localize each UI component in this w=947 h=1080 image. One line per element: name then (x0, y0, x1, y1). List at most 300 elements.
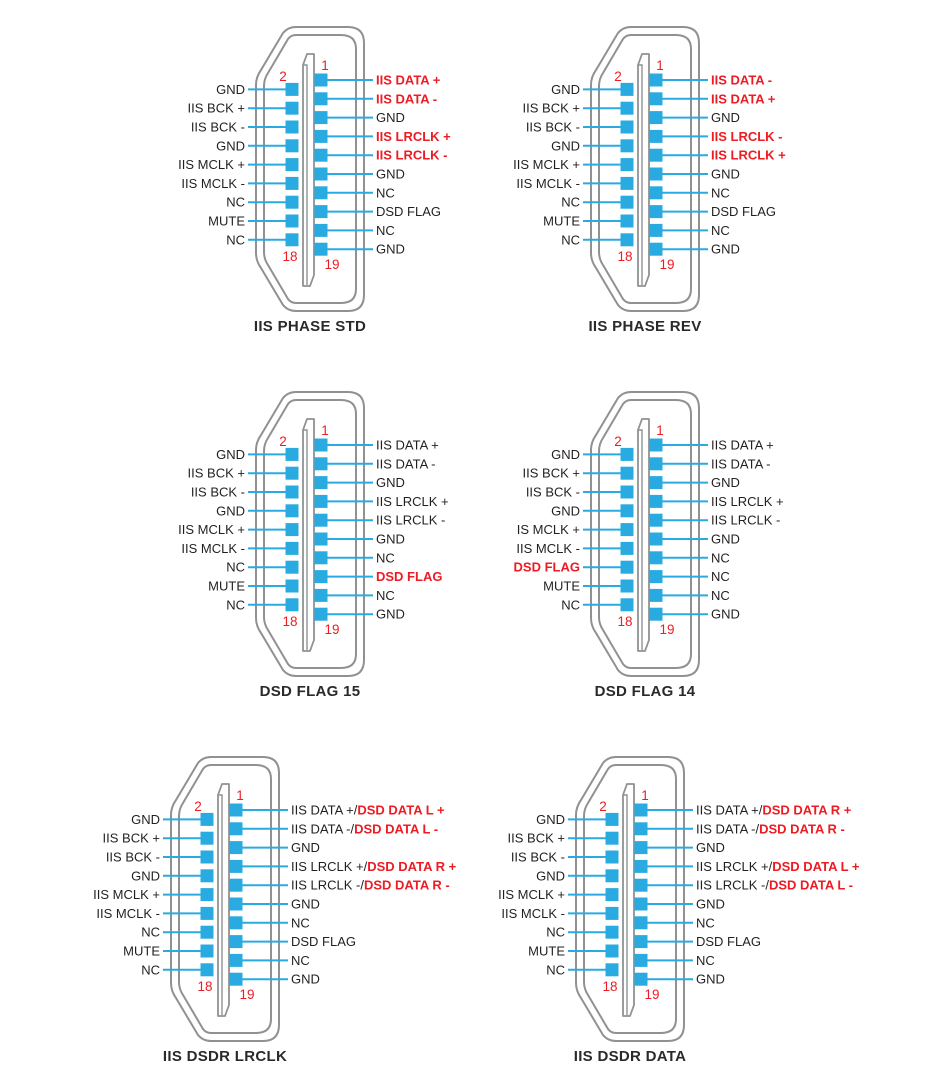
diagram-title: DSD FLAG 14 (594, 683, 696, 700)
left-pin-contact (286, 121, 299, 134)
pin-label-segment: DSD DATA L + (772, 858, 860, 874)
left-pin-contact (286, 467, 299, 480)
left-pin-contact (621, 598, 634, 611)
pin-label (711, 185, 730, 200)
pin-label (516, 541, 580, 556)
pin-label (561, 597, 580, 612)
diagram-title: DSD FLAG 15 (259, 683, 361, 700)
pin-label-segment: DSD FLAG (376, 204, 442, 220)
pin-label (216, 82, 245, 97)
left-pin-contact (201, 945, 214, 958)
pin-number-18: 18 (282, 249, 298, 264)
right-pin-contact (650, 74, 663, 87)
pin-label-segment: NC (711, 587, 730, 603)
pin-label-segment: IIS DATA -/ (291, 821, 355, 837)
pin-label (226, 597, 245, 612)
right-pin-contact (635, 879, 648, 892)
connector-tongue (218, 784, 229, 1016)
pin-label (696, 915, 715, 930)
pin-label (376, 494, 449, 509)
right-pin-contact (230, 916, 243, 929)
pin-number-19: 19 (324, 622, 340, 637)
pin-label (178, 522, 245, 537)
pin-label-segment: IIS BCK + (507, 830, 565, 846)
pin-number-18: 18 (602, 979, 618, 994)
pin-label-segment: IIS BCK + (522, 465, 580, 481)
pin-label-segment: DSD FLAG (513, 559, 580, 575)
pin-label (711, 475, 740, 490)
pin-label-segment: IIS LRCLK - (711, 128, 783, 144)
pin-number-18: 18 (617, 614, 633, 629)
pin-label-segment: IIS DATA + (711, 437, 774, 453)
pin-label (711, 456, 770, 471)
pin-label-segment: GND (291, 840, 320, 856)
pin-label-segment: IIS LRCLK + (711, 493, 784, 509)
pin-number-18: 18 (617, 249, 633, 264)
pin-label (376, 456, 435, 471)
pin-label (526, 485, 580, 500)
pin-label-segment: GND (131, 811, 160, 827)
pin-label (131, 868, 160, 883)
pin-label (523, 466, 580, 481)
right-pin-contact (650, 168, 663, 181)
pin-number-2: 2 (614, 434, 622, 449)
pin-label (188, 101, 245, 116)
right-pin-contact (315, 495, 328, 508)
pin-label-segment: IIS BCK - (190, 119, 245, 135)
left-pin-contact (201, 832, 214, 845)
pin-label-segment: IIS LRCLK - (376, 512, 446, 528)
right-pin-contact (230, 879, 243, 892)
pin-label-segment: GND (376, 531, 405, 547)
pin-label-segment: GND (711, 241, 740, 257)
pin-label (711, 513, 780, 528)
left-pin-contact (621, 158, 634, 171)
right-pin-contact (315, 243, 328, 256)
pin-label-segment: GND (696, 896, 725, 912)
left-pin-contact (286, 448, 299, 461)
pin-label (526, 120, 580, 135)
pin-label (376, 110, 405, 125)
right-pin-contact (230, 898, 243, 911)
pin-label-segment: GND (291, 971, 320, 987)
pin-label (696, 803, 852, 818)
pin-label-segment: GND (291, 896, 320, 912)
right-pin-contact (650, 551, 663, 564)
pin-label-segment: GND (551, 138, 580, 154)
pin-label (106, 850, 160, 865)
right-pin-contact (635, 804, 648, 817)
pin-label-segment: NC (376, 587, 395, 603)
pin-label (216, 447, 245, 462)
pin-label-segment: GND (131, 868, 160, 884)
pin-label (376, 129, 451, 144)
right-pin-contact (315, 457, 328, 470)
pin-label (291, 840, 320, 855)
pin-label (376, 588, 395, 603)
pin-label (513, 157, 580, 172)
pin-number-2: 2 (279, 69, 287, 84)
pin-label (291, 953, 310, 968)
pin-label-segment: IIS DATA - (711, 72, 773, 88)
pin-label-segment: IIS BCK - (105, 849, 160, 865)
pin-label-segment: NC (376, 222, 395, 238)
pin-label (711, 494, 784, 509)
pin-label (543, 214, 580, 229)
pin-label (376, 185, 395, 200)
pin-label (181, 176, 245, 191)
connector-tongue (303, 419, 314, 651)
pin-label-segment: DSD DATA R + (762, 802, 852, 818)
pin-label-segment: DSD DATA R - (759, 821, 845, 837)
right-pin-contact (635, 860, 648, 873)
right-pin-contact (315, 439, 328, 452)
pin-label-segment: GND (711, 166, 740, 182)
pin-label (696, 878, 853, 893)
pin-label-segment: GND (216, 81, 245, 97)
pin-label (376, 550, 395, 565)
pin-label (226, 560, 245, 575)
pin-label-segment: NC (561, 597, 580, 613)
pin-label-segment: IIS BCK - (190, 484, 245, 500)
left-pin-contact (201, 869, 214, 882)
pin-label-segment: IIS BCK - (525, 119, 580, 135)
pin-label-segment: IIS DATA -/ (696, 821, 760, 837)
pin-label-segment: GND (216, 138, 245, 154)
pin-label (376, 607, 405, 622)
pin-label-segment: GND (696, 840, 725, 856)
pin-label-segment: DSD FLAG (696, 934, 762, 950)
pin-number-1: 1 (656, 423, 664, 438)
pin-number-19: 19 (659, 257, 675, 272)
left-pin-contact (286, 542, 299, 555)
right-pin-contact (315, 168, 328, 181)
diagram-title: IIS PHASE STD (253, 318, 367, 335)
pin-label-segment: GND (551, 446, 580, 462)
pin-label-segment: DSD DATA L + (357, 802, 445, 818)
pin-label (226, 232, 245, 247)
right-pin-contact (650, 514, 663, 527)
left-pin-contact (621, 523, 634, 536)
pin-label-segment: IS MCLK + (516, 522, 580, 538)
left-pin-contact (286, 215, 299, 228)
left-pin-contact (606, 869, 619, 882)
pin-label-segment: GND (216, 446, 245, 462)
pin-label-segment: DSD DATA L - (354, 821, 439, 837)
pin-number-2: 2 (614, 69, 622, 84)
left-pin-contact (606, 851, 619, 864)
pin-label (376, 569, 442, 584)
left-pin-contact (621, 102, 634, 115)
pin-label (291, 878, 450, 893)
pin-label (711, 438, 774, 453)
left-pin-contact (286, 196, 299, 209)
right-pin-contact (315, 608, 328, 621)
pin-label (546, 925, 565, 940)
left-pin-contact (621, 139, 634, 152)
pin-label (711, 91, 776, 106)
pin-label (208, 214, 245, 229)
pin-label (103, 831, 160, 846)
left-pin-contact (286, 233, 299, 246)
right-pin-contact (650, 205, 663, 218)
pin-number-1: 1 (656, 58, 664, 73)
left-pin-contact (201, 813, 214, 826)
left-pin-contact (286, 561, 299, 574)
right-pin-contact (635, 973, 648, 986)
right-pin-contact (650, 186, 663, 199)
pin-label (216, 503, 245, 518)
pin-label-segment: IIS MCLK - (181, 175, 245, 191)
right-pin-contact (650, 111, 663, 124)
pin-label (191, 485, 245, 500)
pin-label (536, 868, 565, 883)
pin-label-segment: NC (696, 952, 715, 968)
left-pin-contact (286, 158, 299, 171)
pin-label-segment: NC (291, 915, 310, 931)
pin-label (551, 138, 580, 153)
left-pin-contact (201, 963, 214, 976)
pin-label (376, 532, 405, 547)
pin-label-segment: NC (711, 550, 730, 566)
pin-label-segment: MUTE (543, 578, 580, 594)
pin-label (93, 887, 160, 902)
pin-label-segment: IIS MCLK + (498, 887, 565, 903)
pin-label-segment: IIS MCLK - (181, 540, 245, 556)
pin-label (181, 541, 245, 556)
pin-label-segment: IIS BCK + (522, 100, 580, 116)
right-pin-contact (230, 804, 243, 817)
left-pin-contact (606, 926, 619, 939)
right-pin-contact (650, 533, 663, 546)
pin-label (376, 148, 448, 163)
left-pin-contact (621, 215, 634, 228)
pin-label (711, 569, 730, 584)
right-pin-contact (230, 822, 243, 835)
right-pin-contact (650, 243, 663, 256)
pin-label (711, 204, 776, 219)
right-pin-contact (650, 570, 663, 583)
pin-label-segment: IIS BCK + (187, 465, 245, 481)
left-pin-contact (606, 907, 619, 920)
pin-label (561, 195, 580, 210)
left-pin-contact (606, 888, 619, 901)
pin-label (291, 915, 310, 930)
pin-label-segment: IIS DATA + (711, 91, 776, 107)
pin-label-segment: GND (376, 110, 405, 126)
left-pin-contact (621, 467, 634, 480)
pin-label (551, 447, 580, 462)
right-pin-contact (315, 149, 328, 162)
left-pin-contact (621, 504, 634, 517)
pin-label-segment: MUTE (543, 213, 580, 229)
pin-label (178, 157, 245, 172)
pin-label-segment: NC (226, 194, 245, 210)
pin-label-segment: MUTE (208, 213, 245, 229)
pin-label-segment: GND (376, 241, 405, 257)
pin-label-segment: NC (711, 222, 730, 238)
pin-label-segment: IIS MCLK - (96, 905, 160, 921)
pin-label-segment: IIS DATA - (376, 91, 438, 107)
pin-label-segment: DSD DATA R - (363, 877, 450, 893)
pin-label (711, 532, 740, 547)
left-pin-contact (621, 580, 634, 593)
connector-tongue (623, 784, 634, 1016)
left-pin-contact (286, 139, 299, 152)
pin-label-segment: GND (376, 606, 405, 622)
pin-label (696, 972, 725, 987)
left-pin-contact (606, 945, 619, 958)
right-pin-contact (635, 841, 648, 854)
pin-label-segment: NC (226, 559, 245, 575)
pin-label-segment: MUTE (208, 578, 245, 594)
connector-tongue (303, 54, 314, 286)
left-pin-contact (201, 926, 214, 939)
right-pin-contact (650, 495, 663, 508)
pin-label (376, 167, 405, 182)
pin-label (376, 513, 445, 528)
pin-label-segment: DSD DATA R + (367, 858, 457, 874)
pin-label (376, 438, 439, 453)
pin-number-19: 19 (239, 987, 255, 1002)
pin-label (528, 944, 565, 959)
pin-label-segment: NC (226, 232, 245, 248)
right-pin-contact (315, 514, 328, 527)
right-pin-contact (650, 130, 663, 143)
pin-label (523, 101, 580, 116)
pin-label (711, 167, 740, 182)
right-pin-contact (650, 457, 663, 470)
pin-label-segment: NC (376, 550, 395, 566)
pin-label-segment: IIS LRCLK + (376, 493, 449, 509)
pin-label (376, 223, 395, 238)
left-pin-contact (621, 83, 634, 96)
pin-label-segment: IIS MCLK - (501, 905, 565, 921)
connector-tongue (638, 419, 649, 651)
pin-label (376, 204, 441, 219)
pin-label-segment: IIS BCK + (187, 100, 245, 116)
left-pin-contact (621, 233, 634, 246)
pin-label-segment: DSD FLAG (376, 569, 443, 585)
right-pin-contact (230, 841, 243, 854)
pin-label-segment: MUTE (123, 943, 160, 959)
diagram-dsd-flag-14 (445, 388, 915, 748)
diagram-iis-dsdr-data (430, 753, 900, 1080)
pin-number-2: 2 (599, 799, 607, 814)
pin-label-segment: IIS LRCLK + (376, 128, 451, 144)
right-pin-contact (315, 589, 328, 602)
right-pin-contact (635, 822, 648, 835)
pin-label (191, 120, 245, 135)
pin-label-segment: NC (291, 952, 310, 968)
pin-label (696, 934, 761, 949)
pin-label-segment: GND (551, 81, 580, 97)
pin-label-segment: IIS MCLK + (93, 887, 160, 903)
pin-label-segment: NC (546, 924, 565, 940)
pin-label-segment: GND (376, 166, 405, 182)
pin-label-segment: IIS DATA - (711, 456, 771, 472)
right-pin-contact (230, 860, 243, 873)
right-pin-contact (315, 74, 328, 87)
pin-label (376, 73, 441, 88)
pin-label (711, 73, 772, 88)
pin-label (696, 953, 715, 968)
pin-label-segment: IIS DATA +/ (291, 802, 358, 818)
pin-label (291, 972, 320, 987)
pin-label (696, 859, 860, 874)
left-pin-contact (621, 121, 634, 134)
diagram-iis-dsdr-lrclk (25, 753, 495, 1080)
pin-label-segment: MUTE (528, 943, 565, 959)
pin-number-18: 18 (282, 614, 298, 629)
pin-label (188, 466, 245, 481)
pin-label-segment: IIS LRCLK - (376, 147, 448, 163)
pin-label-segment: IIS DATA + (376, 437, 439, 453)
right-pin-contact (650, 92, 663, 105)
diagram-title: IIS DSDR LRCLK (162, 1048, 288, 1065)
pin-number-1: 1 (321, 423, 329, 438)
right-pin-contact (315, 551, 328, 564)
pin-label-segment: NC (696, 915, 715, 931)
pin-label-segment: GND (711, 475, 740, 491)
pin-label (711, 588, 730, 603)
pin-number-18: 18 (197, 979, 213, 994)
left-pin-contact (201, 907, 214, 920)
left-pin-contact (286, 177, 299, 190)
pin-label-segment: NC (141, 962, 160, 978)
pin-label (131, 812, 160, 827)
pin-label-segment: IIS DATA - (376, 456, 436, 472)
pin-label (517, 522, 580, 537)
right-pin-contact (650, 224, 663, 237)
pin-label-segment: GND (536, 868, 565, 884)
pin-label-segment: GND (711, 110, 740, 126)
left-pin-contact (621, 486, 634, 499)
pin-number-2: 2 (194, 799, 202, 814)
left-pin-contact (286, 580, 299, 593)
right-pin-contact (650, 476, 663, 489)
pin-label-segment: NC (561, 232, 580, 248)
pin-label (711, 550, 730, 565)
pin-label-segment: NC (141, 924, 160, 940)
pin-number-1: 1 (236, 788, 244, 803)
pin-label (516, 176, 580, 191)
right-pin-contact (315, 186, 328, 199)
pin-number-1: 1 (641, 788, 649, 803)
pin-label-segment: GND (376, 475, 405, 491)
pin-label (711, 110, 740, 125)
pin-label (711, 242, 740, 257)
right-pin-contact (635, 954, 648, 967)
pin-label (226, 195, 245, 210)
pin-number-1: 1 (321, 58, 329, 73)
pin-label (141, 962, 160, 977)
pin-label (508, 831, 565, 846)
left-pin-contact (286, 83, 299, 96)
pin-label-segment: GND (551, 503, 580, 519)
pin-label (498, 887, 565, 902)
right-pin-contact (315, 92, 328, 105)
pin-label (551, 503, 580, 518)
pin-label (376, 242, 405, 257)
pin-label-segment: GND (696, 971, 725, 987)
left-pin-contact (201, 888, 214, 901)
left-pin-contact (286, 102, 299, 115)
pin-label (291, 803, 445, 818)
diagram-title: IIS DSDR DATA (573, 1048, 687, 1065)
pin-label-segment: IIS MCLK + (178, 157, 245, 173)
pin-label-segment: IIS LRCLK -/ (696, 877, 769, 893)
